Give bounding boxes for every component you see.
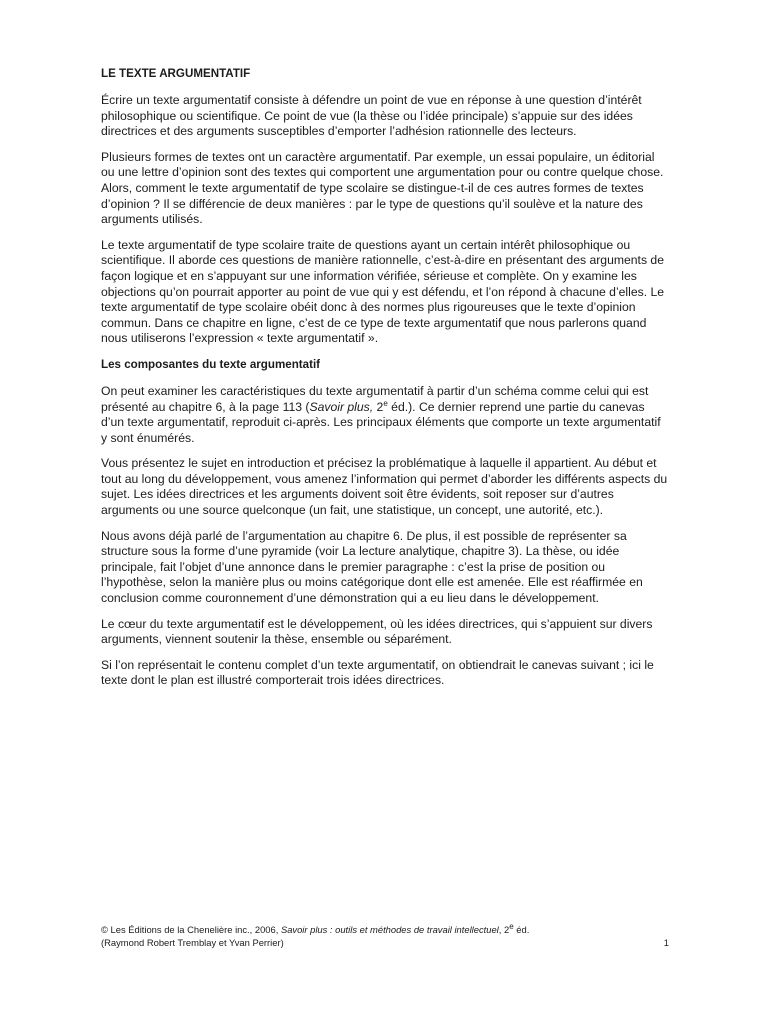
paragraph: Écrire un texte argumentatif consiste à défendre un point de vue en réponse à une question d’intérêt philosophique ou scientifique. Ce point de vue (la thèse ou l’idée principale) s’appuie sur des idées directrices et des arguments susceptibles d’emporter l’adhésion rationnelle des lecteurs. (101, 93, 642, 139)
paragraph: Plusieurs formes de textes ont un caractère argumentatif. Par exemple, un essai populaire, un éditorial ou une lettre d’opinion sont des textes qui comportent une argumentation pour ou contre quelque chose. Alors, comment le texte argumentatif de type scolaire se distingue-t-il de ces autres formes de textes d’opinion ? Il se différencie de deux manières : par le type de questions qu’il soulève et la nature des arguments utilisés. (101, 149, 664, 227)
copyright-text: © Les Éditions de la Chenelière inc., 2006, (101, 924, 281, 935)
paragraph-text: éd.). Ce dernier reprend une partie du canevas d’un texte argumentatif, reproduit ci-après. Les principaux éléments que comporte un texte argumentatif y sont énumérés. (101, 399, 661, 445)
section-title: Les composantes du texte argumentatif (101, 357, 321, 371)
paragraph (101, 384, 669, 446)
paragraph: Le texte argumentatif de type scolaire traite de questions ayant un certain intérêt philosophique ou scientifique. Il aborde ces questions de manière rationnelle, c’est-à-dire en présentant des arguments de façon logique et en s’appuyant sur une information vérifiée, sérieuse et complète. On y examine les objections qu’on pourrait apporter au point de vue qui y est défendu, et l’on répond à chacune d’elles. Le texte argumentatif de type scolaire obéit donc à des normes plus rigoureuses que le texte d’opinion commun. Dans ce chapitre en ligne, c’est de ce type de texte argumentatif que nous parlerons quand nous utiliserons l’expression « texte argumentatif ». (101, 237, 665, 346)
document-title: LE TEXTE ARGUMENTATIF (101, 67, 251, 80)
footer-edition-text: éd. (513, 924, 530, 935)
edition-superscript: e (383, 398, 388, 408)
page-number: 1 (663, 936, 669, 948)
page-footer (101, 921, 669, 949)
footer-copyright (101, 921, 669, 937)
footer-book-title: Savoir plus : outils et méthodes de travail intellectuel (280, 924, 499, 935)
paragraph: Si l’on représentait le contenu complet d’un texte argumentatif, on obtiendrait le canevas suivant ; ici le texte dont le plan est illustré comporterait trois idées directrices. (101, 657, 654, 688)
footer-edition-superscript: e (509, 921, 514, 931)
paragraph-text: On peut examiner les caractéristiques du texte argumentatif à partir d’un schéma comme celui qui est présenté au chapitre 6, à la page 113 ( (101, 383, 649, 414)
edition-number: 2 (373, 399, 384, 414)
footer-authors: (Raymond Robert Tremblay et Yvan Perrier) (101, 936, 284, 948)
book-title: Savoir plus, (309, 399, 374, 414)
paragraph: Le cœur du texte argumentatif est le développement, où les idées directrices, qui s’appuient sur divers arguments, viennent soutenir la thèse, ensemble ou séparément. (101, 616, 653, 647)
paragraph: Vous présentez le sujet en introduction et précisez la problématique à laquelle il appartient. Au début et tout au long du développement, vous amenez l’information qui permet d’aborder les différents aspects du sujet. Les idées directrices et les arguments doivent soit être évidents, soit reposer sur d’autres arguments ou une source quelconque (un fait, une statistique, un concept, une autorité, etc.). (101, 456, 668, 518)
paragraph: Nous avons déjà parlé de l’argumentation au chapitre 6. De plus, il est possible de représenter sa structure sous la forme d’une pyramide (voir La lecture analytique, chapitre 3). La thèse, ou idée principale, fait l’objet d’une annonce dans le premier paragraphe : c’est la prise de position ou l’hypothèse, selon la manière plus ou moins catégorique dont elle est amenée. Elle est réaffirmée en conclusion comme couronnement d’une démonstration qui a eu lieu dans le développement. (101, 528, 643, 606)
footer-edition-number: , 2 (498, 924, 510, 935)
